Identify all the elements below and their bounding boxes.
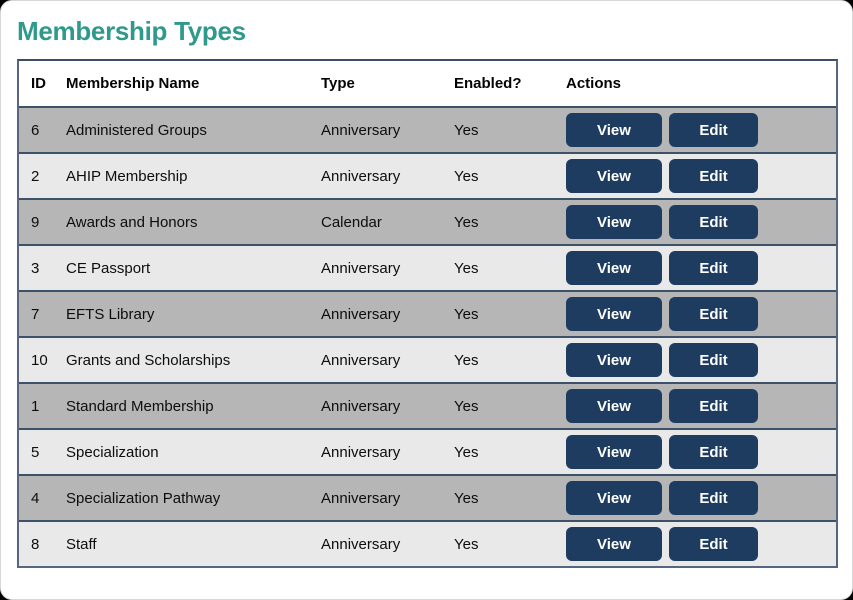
row-id-cell: 4 [31, 489, 40, 507]
view-button[interactable]: View [566, 113, 662, 147]
row-name-cell: CE Passport [66, 259, 151, 277]
view-button[interactable]: View [566, 251, 662, 285]
row-id-cell: 7 [31, 305, 40, 323]
view-button[interactable]: View [566, 343, 662, 377]
row-type-cell: Anniversary [321, 305, 401, 323]
row-type-cell: Anniversary [321, 535, 401, 553]
row-enabled-cell: Yes [454, 213, 479, 231]
row-actions-cell [566, 251, 836, 285]
membership-types-table [17, 59, 838, 568]
edit-button[interactable]: Edit [669, 343, 758, 377]
row-enabled-cell: Yes [454, 397, 479, 415]
row-name-cell: Staff [66, 535, 97, 553]
row-id-cell: 1 [31, 397, 40, 415]
row-id-cell: 9 [31, 213, 40, 231]
row-id-cell: 2 [31, 167, 40, 185]
row-name-cell: AHIP Membership [66, 167, 188, 185]
row-type-cell: Anniversary [321, 397, 401, 415]
row-actions-cell [566, 481, 836, 515]
view-button[interactable]: View [566, 435, 662, 469]
edit-button[interactable]: Edit [669, 435, 758, 469]
row-actions-cell [566, 205, 836, 239]
edit-button[interactable]: Edit [669, 481, 758, 515]
edit-button[interactable]: Edit [669, 205, 758, 239]
row-actions-cell [566, 435, 836, 469]
table-row [19, 152, 836, 198]
row-id-cell: 6 [31, 121, 40, 139]
row-enabled-cell: Yes [454, 351, 479, 369]
view-button[interactable]: View [566, 389, 662, 423]
view-button[interactable]: View [566, 159, 662, 193]
table-row [19, 382, 836, 428]
row-type-cell: Anniversary [321, 259, 401, 277]
row-enabled-cell: Yes [454, 259, 479, 277]
row-name-cell: Awards and Honors [66, 213, 198, 231]
table-row [19, 520, 836, 566]
row-type-cell: Calendar [321, 213, 382, 231]
row-actions-cell [566, 527, 836, 561]
edit-button[interactable]: Edit [669, 297, 758, 331]
edit-button[interactable]: Edit [669, 159, 758, 193]
row-name-cell: EFTS Library [66, 305, 155, 323]
row-type-cell: Anniversary [321, 121, 401, 139]
edit-button[interactable]: Edit [669, 527, 758, 561]
row-enabled-cell: Yes [454, 489, 479, 507]
table-row [19, 106, 836, 152]
row-id-cell: 3 [31, 259, 40, 277]
row-actions-cell [566, 113, 836, 147]
row-name-cell: Specialization Pathway [66, 489, 221, 507]
edit-button[interactable]: Edit [669, 251, 758, 285]
row-type-cell: Anniversary [321, 351, 401, 369]
header-id: ID [31, 75, 46, 92]
page-title: Membership Types [17, 16, 246, 46]
table-row [19, 336, 836, 382]
header-actions: Actions [566, 75, 622, 92]
row-name-cell: Specialization [66, 443, 159, 461]
row-actions-cell [566, 389, 836, 423]
header-enabled: Enabled? [454, 75, 522, 92]
row-id-cell: 10 [31, 351, 48, 369]
view-button[interactable]: View [566, 481, 662, 515]
view-button[interactable]: View [566, 527, 662, 561]
edit-button[interactable]: Edit [669, 389, 758, 423]
row-enabled-cell: Yes [454, 305, 479, 323]
row-id-cell: 8 [31, 535, 40, 553]
row-enabled-cell: Yes [454, 535, 479, 553]
row-actions-cell [566, 297, 836, 331]
row-type-cell: Anniversary [321, 489, 401, 507]
table-row [19, 474, 836, 520]
row-id-cell: 5 [31, 443, 40, 461]
row-name-cell: Standard Membership [66, 397, 214, 415]
table-row [19, 428, 836, 474]
row-actions-cell [566, 343, 836, 377]
edit-button[interactable]: Edit [669, 113, 758, 147]
view-button[interactable]: View [566, 205, 662, 239]
row-name-cell: Grants and Scholarships [66, 351, 231, 369]
table-row [19, 244, 836, 290]
table-header-row [19, 61, 836, 106]
row-enabled-cell: Yes [454, 167, 479, 185]
row-name-cell: Administered Groups [66, 121, 207, 139]
row-actions-cell [566, 159, 836, 193]
table-row [19, 198, 836, 244]
table-row [19, 290, 836, 336]
header-name: Membership Name [66, 75, 200, 92]
row-type-cell: Anniversary [321, 443, 401, 461]
row-enabled-cell: Yes [454, 443, 479, 461]
row-type-cell: Anniversary [321, 167, 401, 185]
row-enabled-cell: Yes [454, 121, 479, 139]
header-type: Type [321, 75, 355, 92]
table-body [19, 106, 836, 566]
view-button[interactable]: View [566, 297, 662, 331]
